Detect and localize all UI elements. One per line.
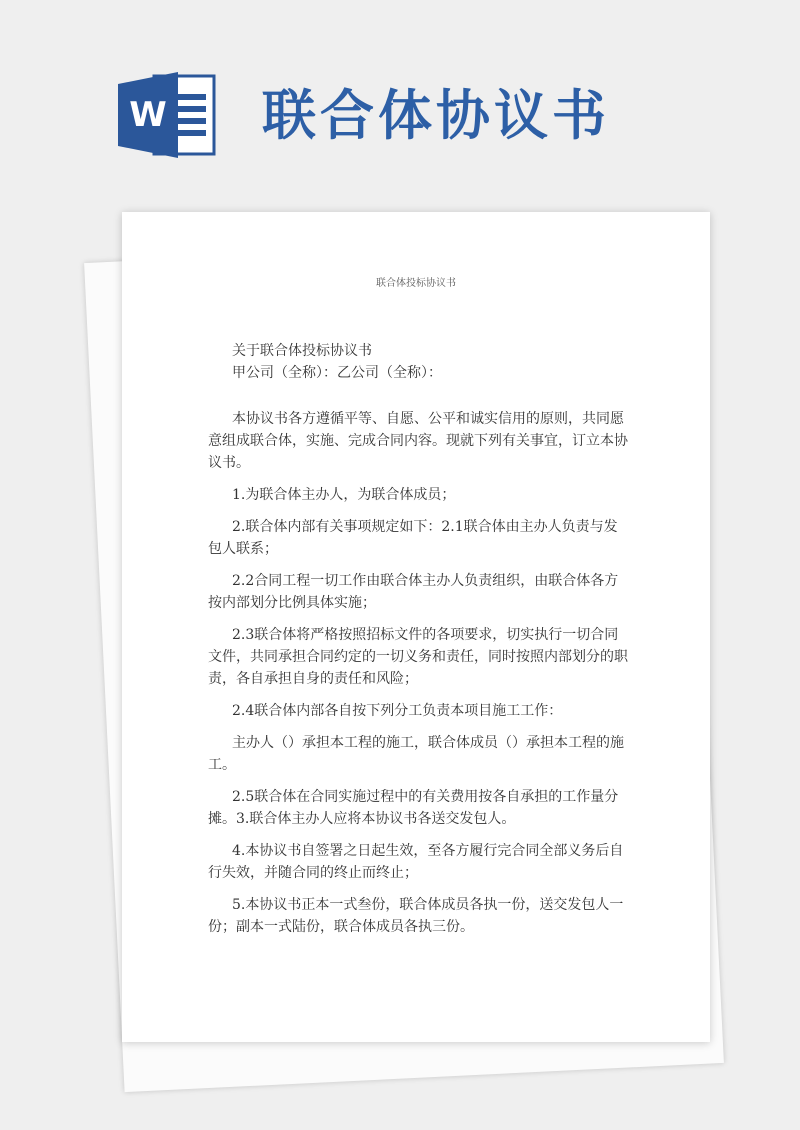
paragraph-division: 主办人（）承担本工程的施工，联合体成员（）承担本工程的施工。	[208, 735, 624, 773]
paragraph-2-2: 2.2合同工程一切工作由联合体主办人负责组织，由联合体各方按内部划分比例具体实施；	[208, 573, 619, 611]
paragraph-2-4: 2.4联合体内部各自按下列分工负责本项目施工工作：	[232, 703, 563, 719]
paragraph-1: 1.为联合体主办人，为联合体成员；	[232, 487, 456, 503]
word-document-icon	[118, 72, 218, 158]
paragraph-2-3: 2.3联合体将严格按照招标文件的各项要求，切实执行一切合同文件，共同承担合同约定的一切义务和责任，同时按照内部划分的职责，各自承担自身的责任和风险；	[208, 627, 628, 687]
paragraph-4: 4.本协议书自签署之日起生效，至各方履行完合同全部义务后自行失效，并随合同的终止而终止；	[208, 843, 624, 881]
paragraph-5: 5.本协议书正本一式叁份，联合体成员各执一份，送交发包人一份；副本一式陆份，联合体成员各执三份。	[208, 897, 624, 935]
parties-line: 甲公司（全称）：乙公司（全称）：	[232, 365, 442, 381]
banner-title: 联合体协议书	[262, 84, 610, 147]
word-logo-letter: W	[129, 95, 167, 135]
running-header: 联合体投标协议书	[376, 278, 456, 289]
paragraph-2-5: 2.5联合体在合同实施过程中的有关费用按各自承担的工作量分摊。3.联合体主办人应将本协议书各送交发包人。	[208, 789, 619, 827]
document-body	[208, 340, 628, 948]
document-title: 关于联合体投标协议书	[232, 343, 372, 359]
paragraph-2: 2.联合体内部有关事项规定如下：2.1联合体由主办人负责与发包人联系；	[208, 519, 618, 557]
paragraph-intro: 本协议书各方遵循平等、自愿、公平和诚实信用的原则，共同愿意组成联合体，实施、完成合同内容。现就下列有关事宜，订立本协议书。	[208, 411, 628, 471]
document-page	[122, 212, 710, 1042]
